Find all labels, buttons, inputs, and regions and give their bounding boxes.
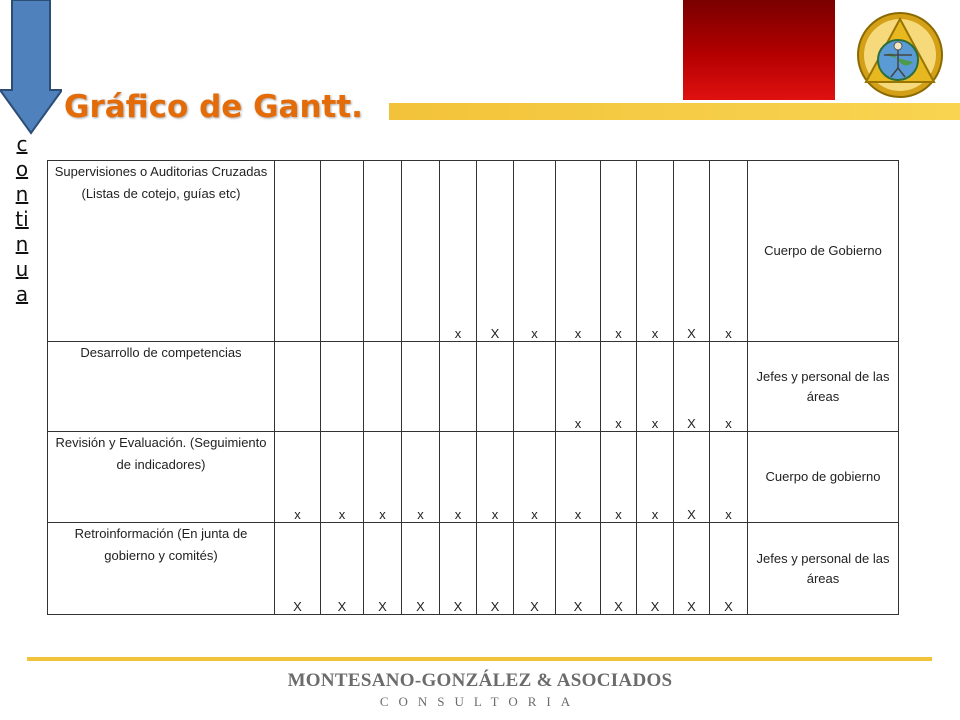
activity-cell: Desarrollo de competencias — [48, 342, 275, 432]
responsible-cell: Jefes y personal de las áreas — [748, 342, 899, 432]
period-mark-cell: X — [402, 523, 440, 615]
period-mark-cell: X — [637, 523, 674, 615]
page-title: Gráfico de Gantt. — [64, 89, 363, 125]
gantt-table — [47, 160, 899, 615]
period-mark-cell: x — [556, 161, 601, 342]
period-mark-cell: X — [321, 523, 364, 615]
period-mark-cell — [440, 342, 477, 432]
responsible-cell: Cuerpo de Gobierno — [748, 161, 899, 342]
continua-vertical-label — [8, 132, 36, 307]
period-mark-cell — [321, 342, 364, 432]
period-mark-cell — [275, 161, 321, 342]
continua-letter: u — [15, 257, 29, 281]
gantt-row — [48, 161, 899, 342]
period-mark-cell — [402, 161, 440, 342]
period-mark-cell: x — [601, 161, 637, 342]
period-mark-cell: x — [477, 432, 514, 523]
period-mark-cell: x — [556, 432, 601, 523]
period-mark-cell: X — [674, 523, 710, 615]
company-name: MONTESANO-GONZÁLEZ & ASOCIADOS — [287, 670, 673, 691]
period-mark-cell: x — [514, 432, 556, 523]
period-mark-cell: X — [674, 161, 710, 342]
period-mark-cell: x — [275, 432, 321, 523]
period-mark-cell: X — [674, 432, 710, 523]
period-mark-cell: x — [710, 161, 748, 342]
period-mark-cell: X — [477, 161, 514, 342]
continua-letter: a — [15, 282, 29, 306]
period-mark-cell — [364, 342, 402, 432]
period-mark-cell: x — [601, 432, 637, 523]
period-mark-cell — [514, 342, 556, 432]
period-mark-cell: x — [440, 432, 477, 523]
period-mark-cell — [275, 342, 321, 432]
continua-letter: c — [16, 132, 28, 156]
vitruvian-man-logo — [855, 10, 945, 100]
period-mark-cell: X — [674, 342, 710, 432]
period-mark-cell: x — [637, 342, 674, 432]
period-mark-cell: x — [710, 432, 748, 523]
period-mark-cell — [477, 342, 514, 432]
period-mark-cell: x — [637, 161, 674, 342]
activity-cell: Supervisiones o Auditorias Cruzadas (Listas de cotejo, guías etc) — [48, 161, 275, 342]
period-mark-cell: X — [514, 523, 556, 615]
period-mark-cell — [364, 161, 402, 342]
period-mark-cell: x — [601, 342, 637, 432]
continua-letter: n — [15, 182, 29, 206]
period-mark-cell: X — [440, 523, 477, 615]
responsible-cell: Jefes y personal de las áreas — [748, 523, 899, 615]
period-mark-cell: x — [402, 432, 440, 523]
period-mark-cell: X — [364, 523, 402, 615]
continua-letter: o — [15, 157, 29, 181]
activity-cell: Revisión y Evaluación. (Seguimiento de indicadores) — [48, 432, 275, 523]
period-mark-cell: X — [275, 523, 321, 615]
gantt-row — [48, 523, 899, 615]
continua-letter: ti — [15, 207, 29, 231]
responsible-cell: Cuerpo de gobierno — [748, 432, 899, 523]
down-arrow-icon — [0, 0, 62, 135]
continua-letter: n — [15, 232, 29, 256]
red-decorative-block — [683, 0, 835, 100]
period-mark-cell: X — [710, 523, 748, 615]
period-mark-cell: x — [637, 432, 674, 523]
activity-cell: Retroinformación (En junta de gobierno y comités) — [48, 523, 275, 615]
company-subtitle: CONSULTORIA — [379, 694, 581, 709]
period-mark-cell: x — [556, 342, 601, 432]
period-mark-cell — [402, 342, 440, 432]
title-accent-bar — [389, 103, 960, 120]
period-mark-cell: x — [710, 342, 748, 432]
footer-accent-bar — [27, 657, 932, 661]
period-mark-cell: x — [440, 161, 477, 342]
period-mark-cell: x — [364, 432, 402, 523]
period-mark-cell: X — [601, 523, 637, 615]
period-mark-cell: X — [556, 523, 601, 615]
period-mark-cell: x — [514, 161, 556, 342]
gantt-row — [48, 342, 899, 432]
period-mark-cell — [321, 161, 364, 342]
gantt-row — [48, 432, 899, 523]
period-mark-cell: x — [321, 432, 364, 523]
period-mark-cell: X — [477, 523, 514, 615]
